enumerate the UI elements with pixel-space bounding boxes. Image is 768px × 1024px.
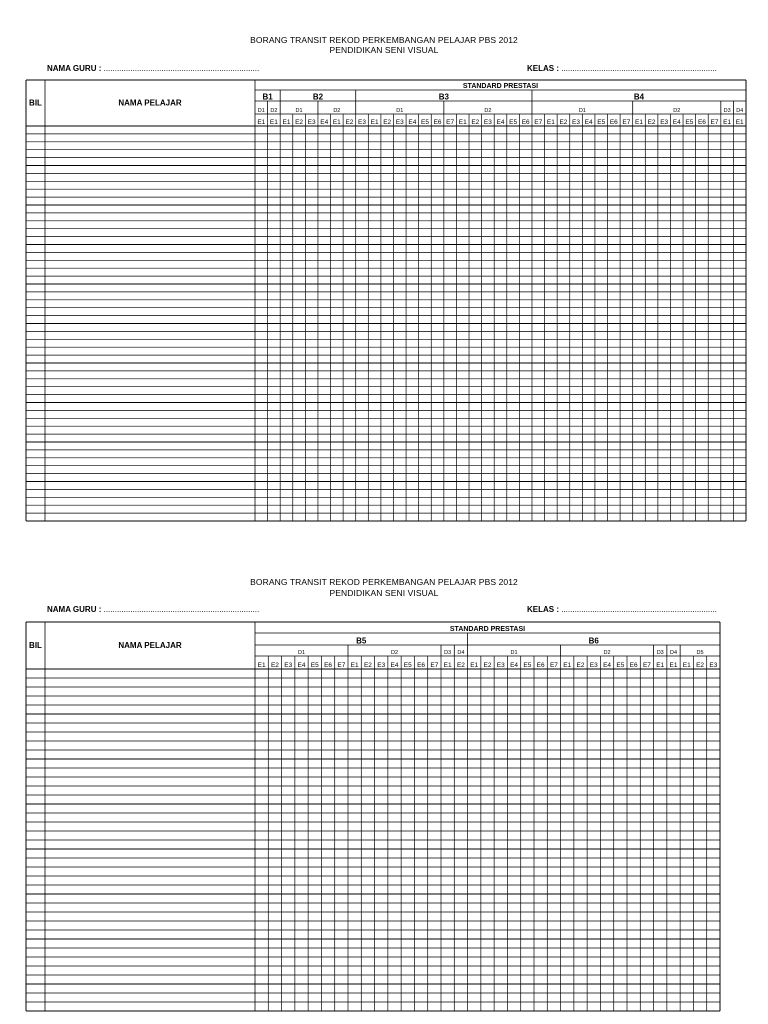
evidence-label-e2: E2 [471, 119, 480, 126]
form-1-table [26, 80, 746, 521]
evidence-label-e1: E1 [443, 662, 452, 669]
evidence-label-e7: E7 [430, 662, 439, 669]
evidence-label-e1: E1 [257, 662, 266, 669]
evidence-label-e2: E2 [576, 662, 585, 669]
evidence-label-e2: E2 [696, 662, 705, 669]
evidence-label-e3: E3 [395, 119, 404, 126]
evidence-label-e3: E3 [307, 119, 316, 126]
evidence-label-e2: E2 [383, 119, 392, 126]
evidence-label-e1: E1 [563, 662, 572, 669]
band-label-b3: B3 [438, 92, 449, 102]
descriptor-label-d4: D4 [736, 108, 744, 115]
band-label-b5: B5 [356, 636, 367, 646]
form-1-title: BORANG TRANSIT REKOD PERKEMBANGAN PELAJAR PBS 2012 [250, 35, 518, 45]
descriptor-label-d3: D3 [444, 650, 452, 657]
evidence-label-e5: E5 [597, 119, 606, 126]
evidence-label-e4: E4 [408, 119, 417, 126]
form-1-subtitle: PENDIDIKAN SENI VISUAL [329, 45, 439, 55]
evidence-label-e6: E6 [629, 662, 638, 669]
evidence-label-e7: E7 [549, 662, 558, 669]
kelas-label: KELAS : [527, 605, 559, 614]
evidence-label-e3: E3 [358, 119, 366, 126]
evidence-label-e1: E1 [635, 119, 643, 126]
descriptor-label-d2: D2 [390, 650, 399, 657]
evidence-label-e7: E7 [534, 119, 543, 126]
bil-header: BIL [29, 98, 42, 108]
descriptor-label-d2: D2 [270, 108, 278, 115]
evidence-label-e5: E5 [685, 119, 694, 126]
descriptor-label-d3: D3 [656, 650, 664, 657]
evidence-label-e4: E4 [297, 662, 306, 669]
evidence-label-e3: E3 [572, 119, 581, 126]
evidence-label-e4: E4 [390, 662, 399, 669]
evidence-label-e3: E3 [496, 662, 505, 669]
nama-guru-field[interactable]: ...................................................................... [103, 64, 260, 73]
evidence-label-e1: E1 [682, 662, 691, 669]
evidence-label-e1: E1 [269, 119, 278, 126]
nama-guru-label: NAMA GURU : [47, 64, 102, 73]
band-label-b1: B1 [262, 92, 273, 102]
evidence-label-e5: E5 [403, 662, 412, 669]
kelas-label: KELAS : [527, 64, 559, 73]
descriptor-label-d1: D1 [297, 650, 306, 657]
evidence-label-e2: E2 [270, 662, 279, 669]
descriptor-label-d4: D4 [457, 650, 465, 657]
evidence-label-e3: E3 [709, 662, 718, 669]
evidence-label-e3: E3 [660, 119, 669, 126]
evidence-label-e4: E4 [320, 119, 329, 126]
evidence-label-e3: E3 [483, 119, 492, 126]
descriptor-label-d2: D2 [484, 108, 492, 115]
nama-guru-label: NAMA GURU : [47, 605, 102, 614]
evidence-label-e4: E4 [510, 662, 519, 669]
evidence-label-e1: E1 [257, 119, 266, 126]
evidence-label-e1: E1 [458, 119, 467, 126]
evidence-label-e1: E1 [656, 662, 665, 669]
evidence-label-e7: E7 [446, 119, 455, 126]
evidence-label-e4: E4 [672, 119, 681, 126]
evidence-label-e5: E5 [310, 662, 319, 669]
form-2-table [26, 622, 720, 1011]
bil-header: BIL [29, 641, 42, 650]
band-label-b6: B6 [588, 636, 599, 646]
evidence-label-e6: E6 [417, 662, 426, 669]
evidence-label-e2: E2 [345, 119, 354, 126]
standard-prestasi-header: STANDARD PRESTASI [462, 83, 539, 90]
evidence-label-e1: E1 [546, 119, 555, 126]
evidence-label-e6: E6 [609, 119, 618, 126]
evidence-label-e1: E1 [370, 119, 379, 126]
evidence-label-e2: E2 [363, 662, 372, 669]
evidence-label-e6: E6 [433, 119, 442, 126]
evidence-label-e1: E1 [669, 662, 678, 669]
descriptor-label-d1: D1 [257, 108, 265, 115]
evidence-label-e1: E1 [735, 119, 744, 126]
descriptor-label-d2: D2 [333, 108, 341, 115]
descriptor-label-d2: D2 [603, 650, 611, 657]
evidence-label-e5: E5 [420, 119, 429, 126]
evidence-label-e6: E6 [536, 662, 545, 669]
kelas-field[interactable]: ...................................................................... [561, 605, 717, 614]
evidence-label-e1: E1 [332, 119, 341, 126]
evidence-label-e4: E4 [603, 662, 612, 669]
evidence-label-e7: E7 [710, 119, 719, 126]
evidence-label-e1: E1 [470, 662, 479, 669]
evidence-label-e2: E2 [559, 119, 568, 126]
nama-pelajar-header: NAMA PELAJAR [118, 98, 182, 108]
evidence-label-e5: E5 [523, 662, 532, 669]
descriptor-label-d2: D2 [673, 108, 681, 115]
evidence-label-e5: E5 [616, 662, 625, 669]
evidence-label-e7: E7 [622, 119, 631, 126]
evidence-label-e3: E3 [284, 662, 293, 669]
evidence-label-e5: E5 [509, 119, 518, 126]
evidence-label-e4: E4 [584, 119, 593, 126]
evidence-label-e1: E1 [723, 119, 732, 126]
evidence-label-e6: E6 [324, 662, 333, 669]
form-2-title: BORANG TRANSIT REKOD PERKEMBANGAN PELAJAR PBS 2012 [250, 577, 518, 587]
evidence-label-e3: E3 [377, 662, 386, 669]
evidence-label-e1: E1 [282, 119, 291, 126]
evidence-label-e2: E2 [483, 662, 492, 669]
band-label-b2: B2 [312, 92, 324, 102]
descriptor-label-d1: D1 [295, 108, 303, 115]
descriptor-label-d4: D4 [669, 650, 678, 657]
descriptor-label-d5: D5 [696, 650, 704, 657]
descriptor-label-d3: D3 [723, 108, 731, 115]
band-label-b4: B4 [633, 92, 645, 102]
evidence-label-e2: E2 [647, 119, 656, 126]
descriptor-label-d1: D1 [510, 650, 518, 657]
evidence-label-e6: E6 [521, 119, 530, 126]
kelas-field[interactable]: ...................................................................... [561, 64, 717, 73]
nama-pelajar-header: NAMA PELAJAR [118, 641, 182, 650]
evidence-label-e6: E6 [697, 119, 706, 126]
form-2-subtitle: PENDIDIKAN SENI VISUAL [329, 588, 439, 598]
nama-guru-field[interactable]: ...................................................................... [103, 605, 260, 614]
evidence-label-e1: E1 [350, 662, 359, 669]
evidence-label-e7: E7 [642, 662, 651, 669]
standard-prestasi-header: STANDARD PRESTASI [449, 626, 526, 633]
evidence-label-e7: E7 [337, 662, 346, 669]
evidence-label-e2: E2 [295, 119, 304, 126]
descriptor-label-d1: D1 [396, 108, 404, 115]
evidence-label-e2: E2 [456, 662, 465, 669]
evidence-label-e4: E4 [496, 119, 505, 126]
evidence-label-e3: E3 [589, 662, 598, 669]
descriptor-label-d1: D1 [578, 108, 586, 115]
